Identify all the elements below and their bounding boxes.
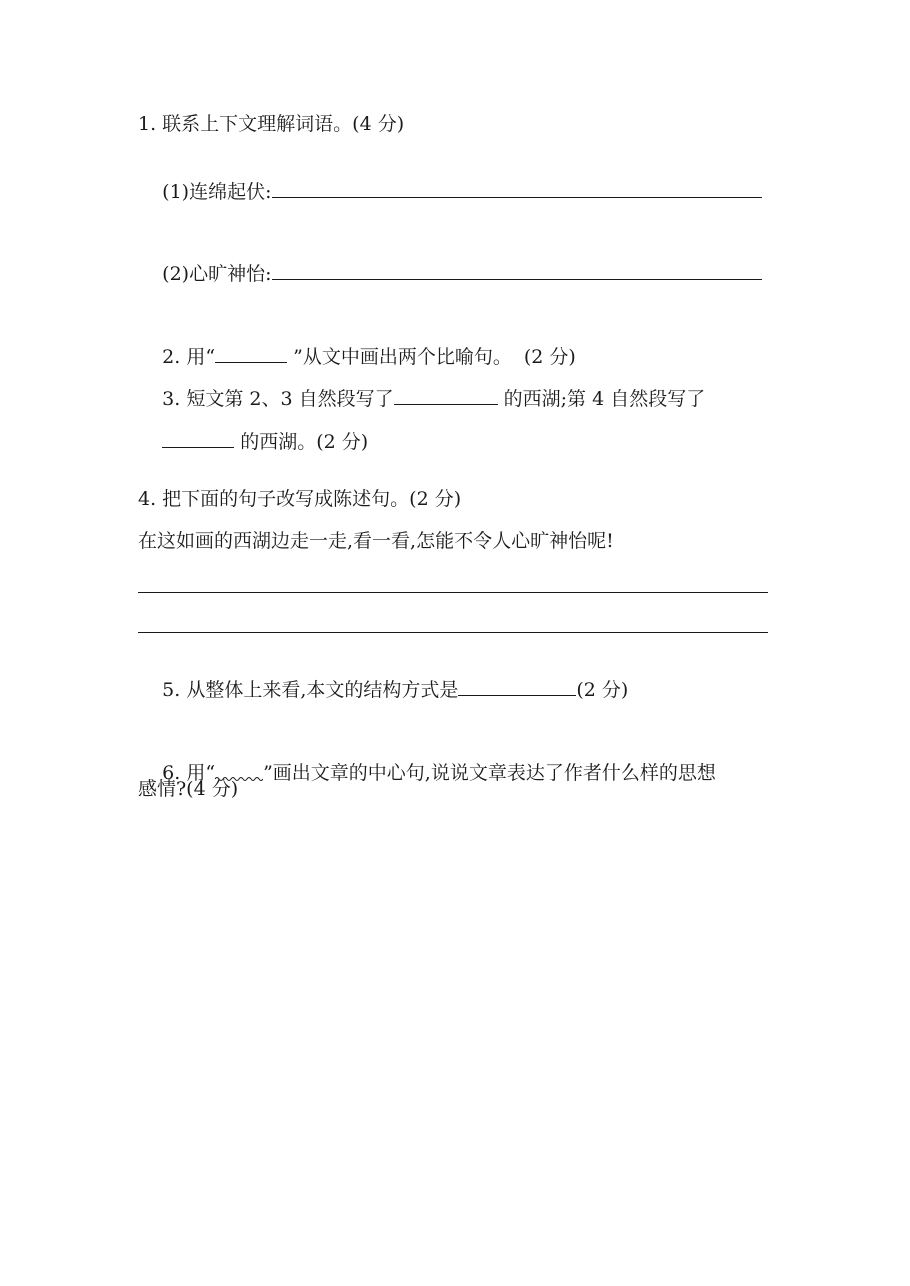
question-1-item-1-label: (1)连绵起伏: bbox=[162, 181, 272, 203]
question-3-part-2: 的西湖;第 4 自然段写了 bbox=[497, 388, 706, 410]
answer-line-4a[interactable] bbox=[138, 592, 768, 593]
question-3-line-2 bbox=[138, 405, 368, 478]
question-1-title: 1. 联系上下文理解词语。(4 分) bbox=[138, 113, 405, 135]
question-1-item-2 bbox=[138, 237, 762, 310]
question-4-sentence: 在这如画的西湖边走一走,看一看,怎能不令人心旷神怡呢! bbox=[138, 530, 614, 552]
question-6-prefix: 6. 用“ bbox=[162, 762, 216, 784]
answer-line-4b[interactable] bbox=[138, 632, 768, 633]
question-6-line-2: 感情?(4 分) bbox=[138, 778, 239, 800]
question-1-item-2-label: (2)心旷神怡: bbox=[162, 263, 272, 285]
question-2-suffix: ”从文中画出两个比喻句。 (2 分) bbox=[287, 346, 576, 368]
answer-blank-2[interactable] bbox=[272, 261, 762, 280]
question-6-suffix: ”画出文章的中心句,说说文章表达了作者什么样的思想 bbox=[263, 762, 716, 784]
question-3-part-3: 的西湖。(2 分) bbox=[234, 431, 369, 453]
underline-marker-sample bbox=[215, 344, 287, 363]
question-5-text: 5. 从整体上来看,本文的结构方式是 bbox=[162, 679, 459, 701]
question-3-part-1: 3. 短文第 2、3 自然段写了 bbox=[162, 388, 394, 410]
question-4-title: 4. 把下面的句子改写成陈述句。(2 分) bbox=[138, 488, 462, 510]
answer-blank-3a[interactable] bbox=[394, 386, 498, 405]
question-5 bbox=[138, 653, 628, 726]
question-2-prefix: 2. 用“ bbox=[162, 346, 216, 368]
answer-blank-3b[interactable] bbox=[162, 429, 234, 448]
question-1-item-1 bbox=[138, 155, 762, 228]
answer-blank-5[interactable] bbox=[458, 677, 576, 696]
question-5-score: (2 分) bbox=[576, 679, 629, 701]
answer-blank-1[interactable] bbox=[272, 179, 762, 198]
